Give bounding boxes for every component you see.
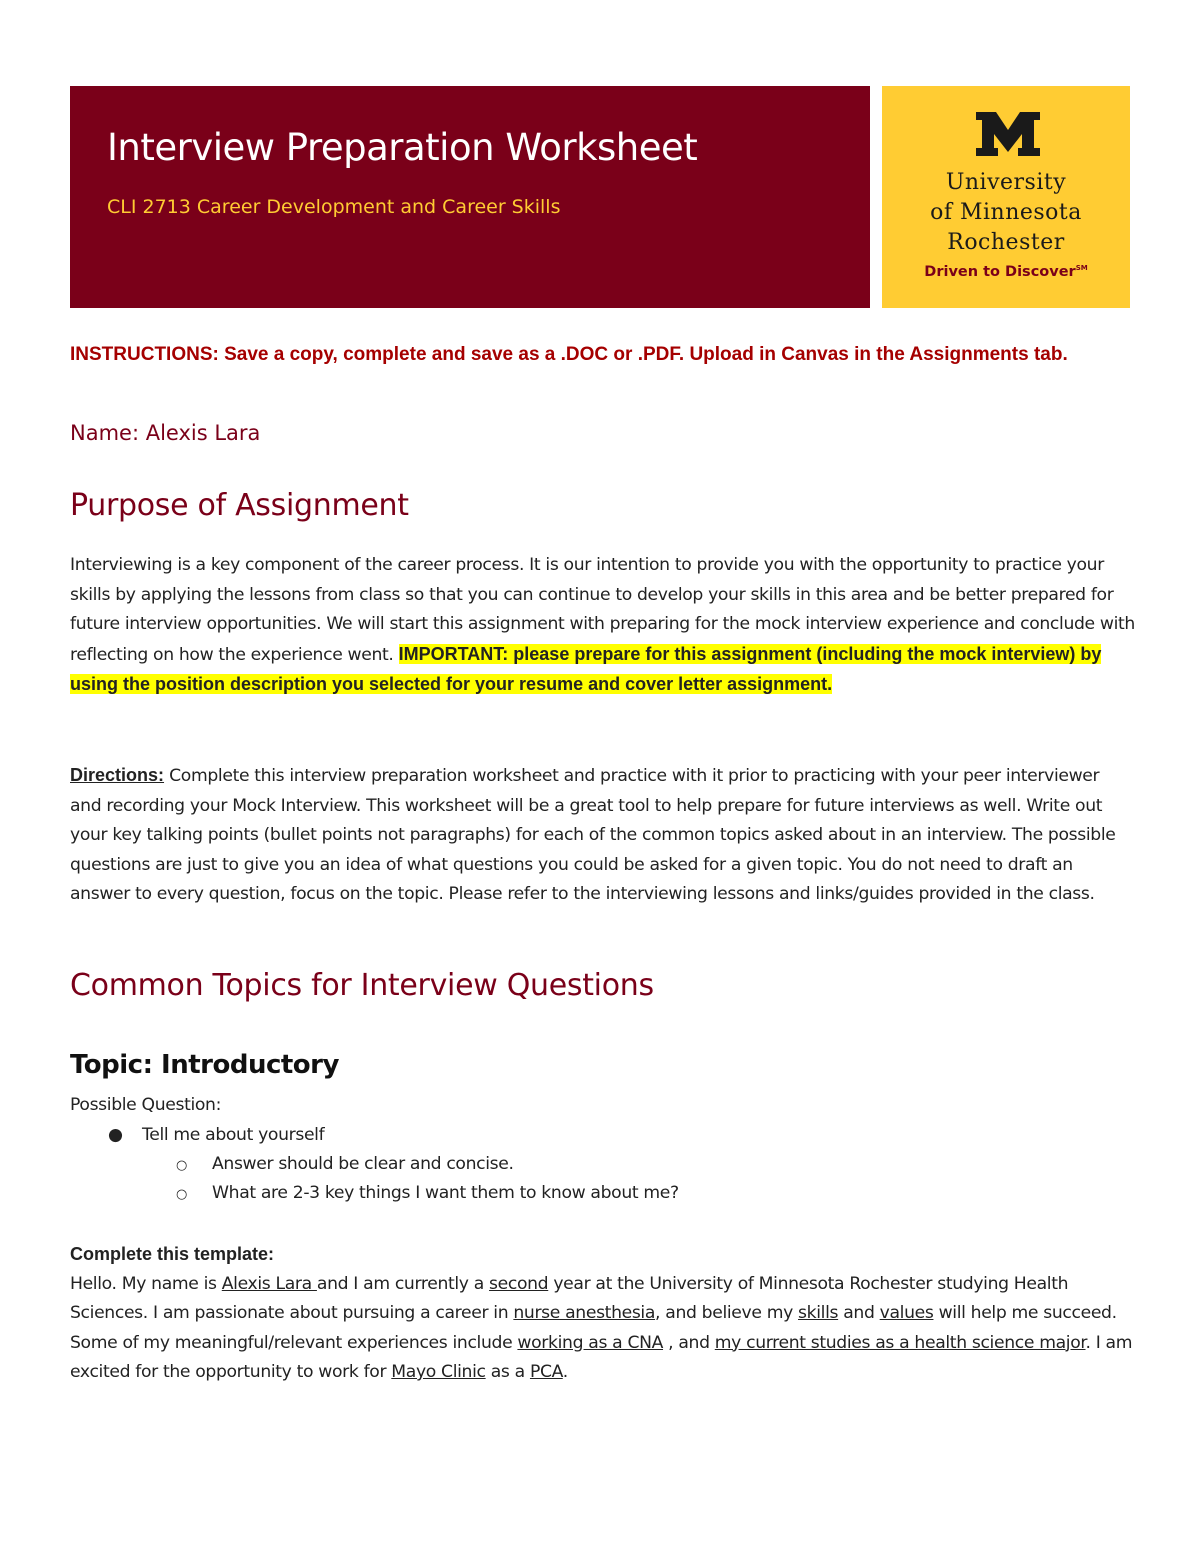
topic-heading: Topic: Introductory <box>70 1050 339 1080</box>
template-text: , and <box>663 1332 715 1353</box>
directions-text: Complete this interview preparation worksheet and practice with it prior to practicing with your peer interviewer and recording your Mock Interview. This worksheet will be a great tool to help prepare for future interviews as well. Write out your key talking points (bullet points not paragraphs) for each of the common topics asked about in an interview. The possible questions are just to give you an idea of what questions you could be asked for a given topic. You do not need to draft an answer to every question, focus on the topic. Please refer to the interviewing lessons and links/guides provided in the class. <box>70 766 1116 904</box>
template-paragraph <box>70 1270 1135 1388</box>
student-name: Name: Alexis Lara <box>70 421 261 445</box>
template-text: year at the University of Minnesota Rochester studying Health Sciences. I am passionate about pursuing a career in <box>70 1273 1069 1323</box>
logo-line-university: University <box>945 170 1067 195</box>
list-item <box>176 1154 514 1174</box>
document-title: Interview Preparation Worksheet <box>107 126 698 169</box>
possible-question-label: Possible Question: <box>70 1095 222 1115</box>
question-text: Tell me about yourself <box>142 1125 325 1145</box>
circle-bullet-icon: ○ <box>176 1158 187 1173</box>
trademark-mark: SM <box>1075 264 1088 273</box>
filled-blank: Mayo Clinic <box>391 1362 486 1382</box>
template-text: . <box>562 1362 568 1382</box>
filled-blank: second <box>489 1273 549 1294</box>
purpose-paragraph <box>70 551 1135 701</box>
logo-line-minnesota: of Minnesota <box>930 200 1082 225</box>
filled-blank: working as a CNA <box>517 1332 664 1353</box>
template-text: . I am excited for the opportunity to work for <box>70 1332 1133 1382</box>
template-text: Hello. My name is <box>70 1273 222 1294</box>
sub-item-text: What are 2-3 key things I want them to know about me? <box>212 1183 679 1203</box>
common-topics-heading: Common Topics for Interview Questions <box>70 968 654 1003</box>
sub-item-text: Answer should be clear and concise. <box>212 1154 514 1174</box>
template-text: and <box>838 1303 880 1323</box>
block-m-icon <box>976 112 1040 156</box>
purpose-text: Interviewing is a key component of the career process. It is our intention to provide you with the opportunity to practice your skills by applying the lessons from class so that you can continue to develop your skills in this area and be better prepared for future interview opportunities. We will start this assignment with preparing for the mock interview experience and conclude with reflecting on how the experience went. <box>70 555 1135 665</box>
template-text: and I am currently a <box>316 1273 490 1294</box>
instructions-text: INSTRUCTIONS: Save a copy, complete and save as a .DOC or .PDF. Upload in Canvas in the Assignments tab. <box>70 344 1068 365</box>
filled-blank: values <box>879 1303 934 1323</box>
list-item <box>176 1183 679 1203</box>
important-note: IMPORTANT: please prepare for this assignment (including the mock interview) by using the position description you selected for your resume and cover letter assignment. <box>70 643 1102 694</box>
header-banner <box>70 86 870 308</box>
filled-blank: skills <box>798 1303 839 1323</box>
template-text: , and believe my <box>655 1303 799 1323</box>
logo-line-rochester: Rochester <box>947 230 1065 255</box>
bullet-icon: ● <box>108 1125 123 1145</box>
list-item <box>108 1125 324 1145</box>
template-label: Complete this template: <box>70 1244 275 1264</box>
template-text: as a <box>485 1362 530 1382</box>
logo-tagline <box>882 264 1130 280</box>
purpose-heading: Purpose of Assignment <box>70 488 409 523</box>
course-subtitle: CLI 2713 Career Development and Career Skills <box>107 196 561 218</box>
template-section <box>70 1240 1135 1388</box>
filled-blank: Alexis Lara <box>221 1273 317 1294</box>
filled-blank: my current studies as a health science major <box>714 1332 1086 1353</box>
filled-blank: PCA <box>529 1362 563 1382</box>
logo-tagline-text: Driven to Discover <box>924 264 1076 280</box>
template-text: will help me succeed. Some of my meaningful/relevant experiences include <box>70 1303 1117 1353</box>
circle-bullet-icon: ○ <box>176 1187 187 1202</box>
university-logo <box>882 86 1130 308</box>
directions-paragraph <box>70 761 1135 910</box>
filled-blank: nurse anesthesia <box>513 1303 656 1323</box>
directions-label: Directions: <box>70 765 165 785</box>
